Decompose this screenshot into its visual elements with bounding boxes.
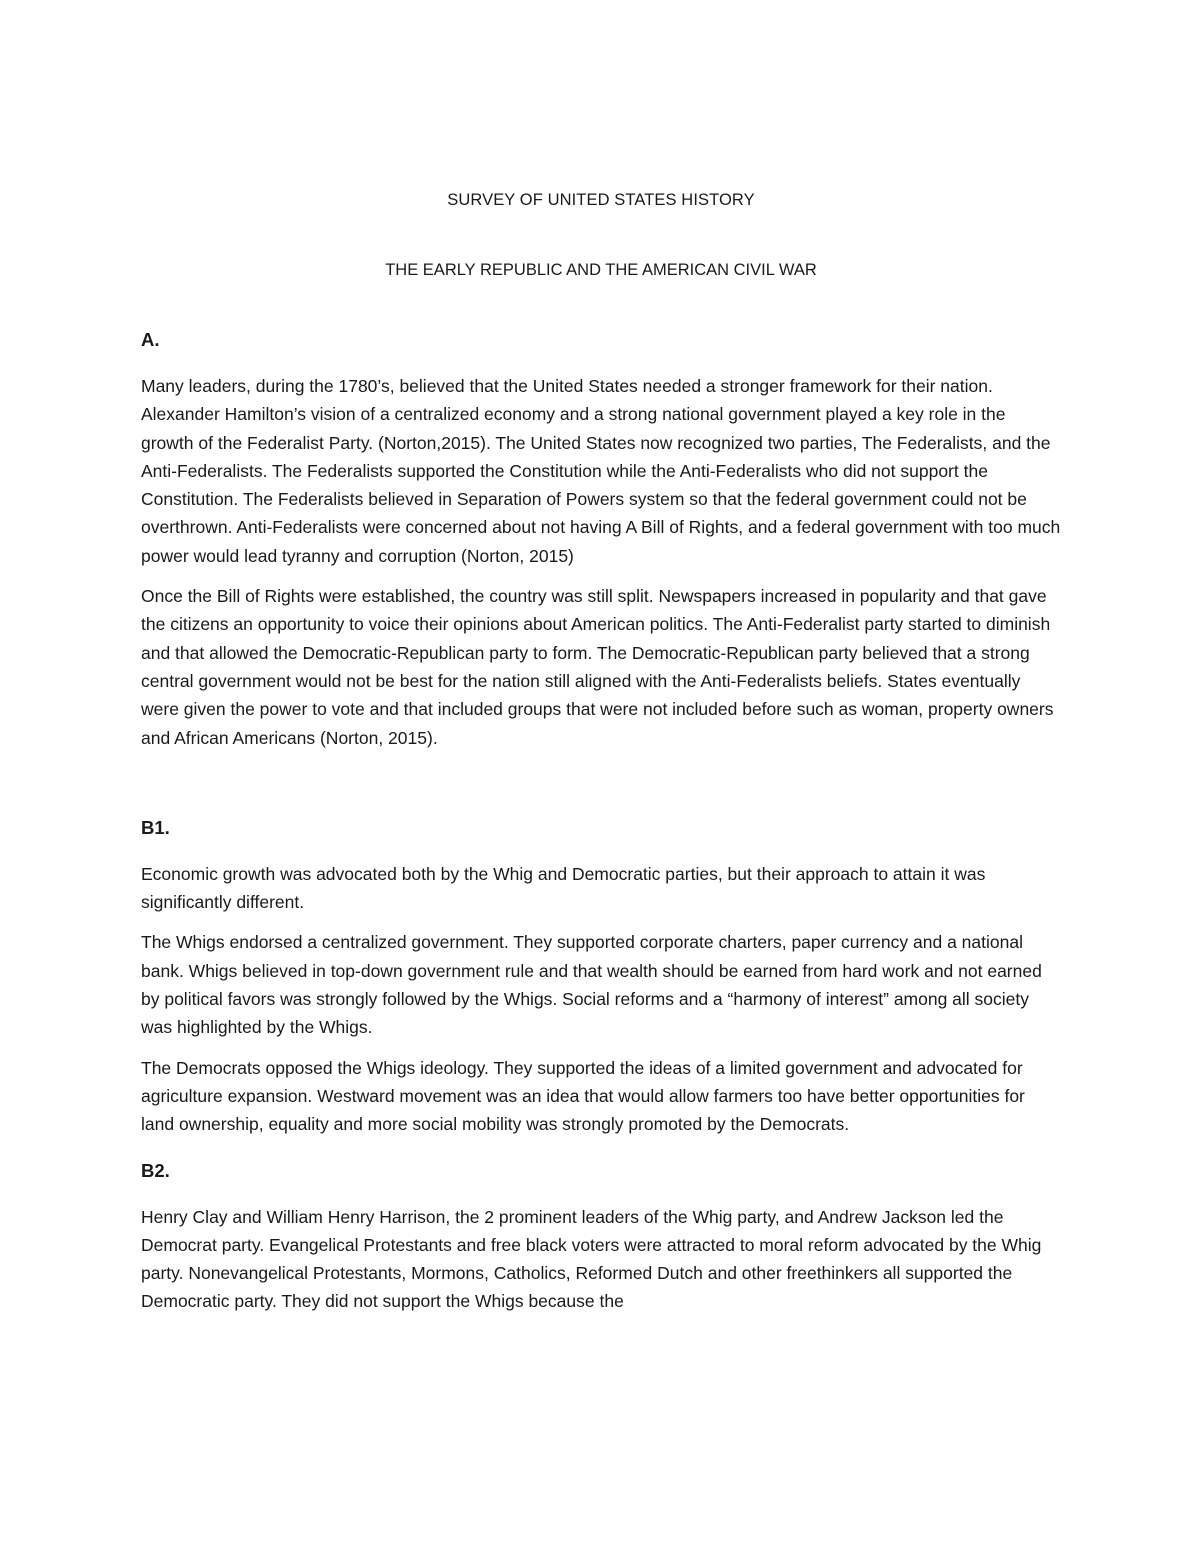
paragraph: Henry Clay and William Henry Harrison, the 2 prominent leaders of the Whig party, and Andrew Jackson led the Democrat party. Evangelical Protestants and free black voters were attracted to moral reform advocated by the Whig party. Nonevangelical Protestants, Mormons, Catholics, Reformed Dutch and other freethinkers all supported the Democratic party. They did not support the Whigs because the (141, 1206, 1042, 1312)
document-title: SURVEY OF UNITED STATES HISTORY (447, 191, 755, 209)
paragraph: Many leaders, during the 1780’s, believed that the United States needed a stronger framework for their nation. Alexander Hamilton’s vision of a centralized economy and a strong national government played a key role in the growth of the Federalist Party. (Norton,2015). The United States now recognized two parties, The Federalists, and the Anti-Federalists. The Federalists supported the Constitution while the Anti-Federalists who did not support the Constitution. The Federalists believed in Separation of Powers system so that the federal government could not be overthrown. Anti-Federalists were concerned about not having A Bill of Rights, and a federal government with too much power would lead tyranny and corruption (Norton, 2015) (141, 376, 1061, 566)
paragraph: Economic growth was advocated both by the Whig and Democratic parties, but their approach to attain it was significantly different. (141, 863, 986, 913)
section-a (141, 328, 1061, 752)
section-b2 (141, 1159, 1061, 1316)
paragraph: Once the Bill of Rights were established, the country was still split. Newspapers increased in popularity and that gave the citizens an opportunity to voice their opinions about American politics. The Anti-Federalist party started to diminish and that allowed the Democratic-Republican party to form. The Democratic-Republican party believed that a strong central government would not be best for the nation still aligned with the Anti-Federalists beliefs. States eventually were given the power to vote and that included groups that were not included before such as woman, property owners and African Americans (Norton, 2015). (141, 586, 1054, 748)
section-b1 (141, 816, 1061, 1139)
document-subtitle: THE EARLY REPUBLIC AND THE AMERICAN CIVIL WAR (385, 261, 817, 279)
document-body (141, 188, 1061, 1316)
section-heading-a: A. (141, 329, 160, 350)
section-heading-b2: B2. (141, 1159, 170, 1181)
paragraph: The Democrats opposed the Whigs ideology. They supported the ideas of a limited government and advocated for agriculture expansion. Westward movement was an idea that would allow farmers too have better opportunities for land ownership, equality and more social mobility was strongly promoted by the Democrats. (141, 1057, 1025, 1135)
section-heading-b1: B1. (141, 816, 170, 838)
paragraph: The Whigs endorsed a centralized government. They supported corporate charters, paper currency and a national bank. Whigs believed in top-down government rule and that wealth should be earned from hard work and not earned by political favors was strongly followed by the Whigs. Social reforms and a “harmony of interest” among all society was highlighted by the Whigs. (141, 932, 1042, 1038)
